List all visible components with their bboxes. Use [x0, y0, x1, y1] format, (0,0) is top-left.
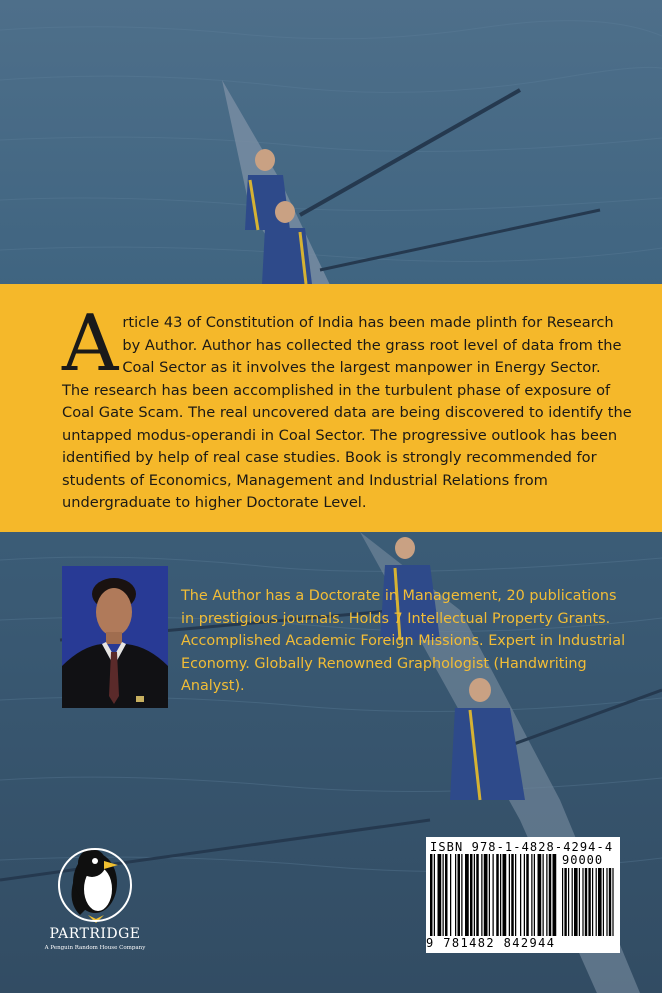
- author-photo: [62, 566, 168, 708]
- drop-cap: A: [62, 299, 119, 389]
- publisher-name: PARTRIDGE: [49, 926, 141, 942]
- synopsis-paragraph: [62, 299, 632, 515]
- author-bio: The Author has a Doctorate in Management, 20 publications in prestigious journals. Holds 7 Intellectual Property Grants. Accomplished Academic Foreign Missions. Expert in Industrial Economy. Globally Renowned Graphologist (Handwriting Analyst).: [181, 588, 626, 694]
- synopsis-body: rticle 43 of Constitution of India has been made plinth for Research by Author. Author has collected the grass root level of data from the Coal Sector as it involves the largest manpower in Energy Sector. The research has been accomplished in the turbulent phase of exposure of Coal Gate Scam. The real uncovered data are being discovered to identify the untapped modus-operandi in Coal Sector. The progressive outlook has been identified by help of real case studies. Book is strongly recommended for students of Economics, Management and Industrial Relations from undergraduate to higher Doctorate Level.: [62, 314, 632, 511]
- isbn-text: ISBN 978-1-4828-4294-4: [430, 840, 614, 854]
- publisher-tagline: A Penguin Random House Company: [44, 945, 146, 951]
- barcode-icon: [426, 852, 620, 938]
- ean-digits: 9 781482 842944: [426, 936, 556, 950]
- price-addon-number: 90000: [562, 853, 604, 867]
